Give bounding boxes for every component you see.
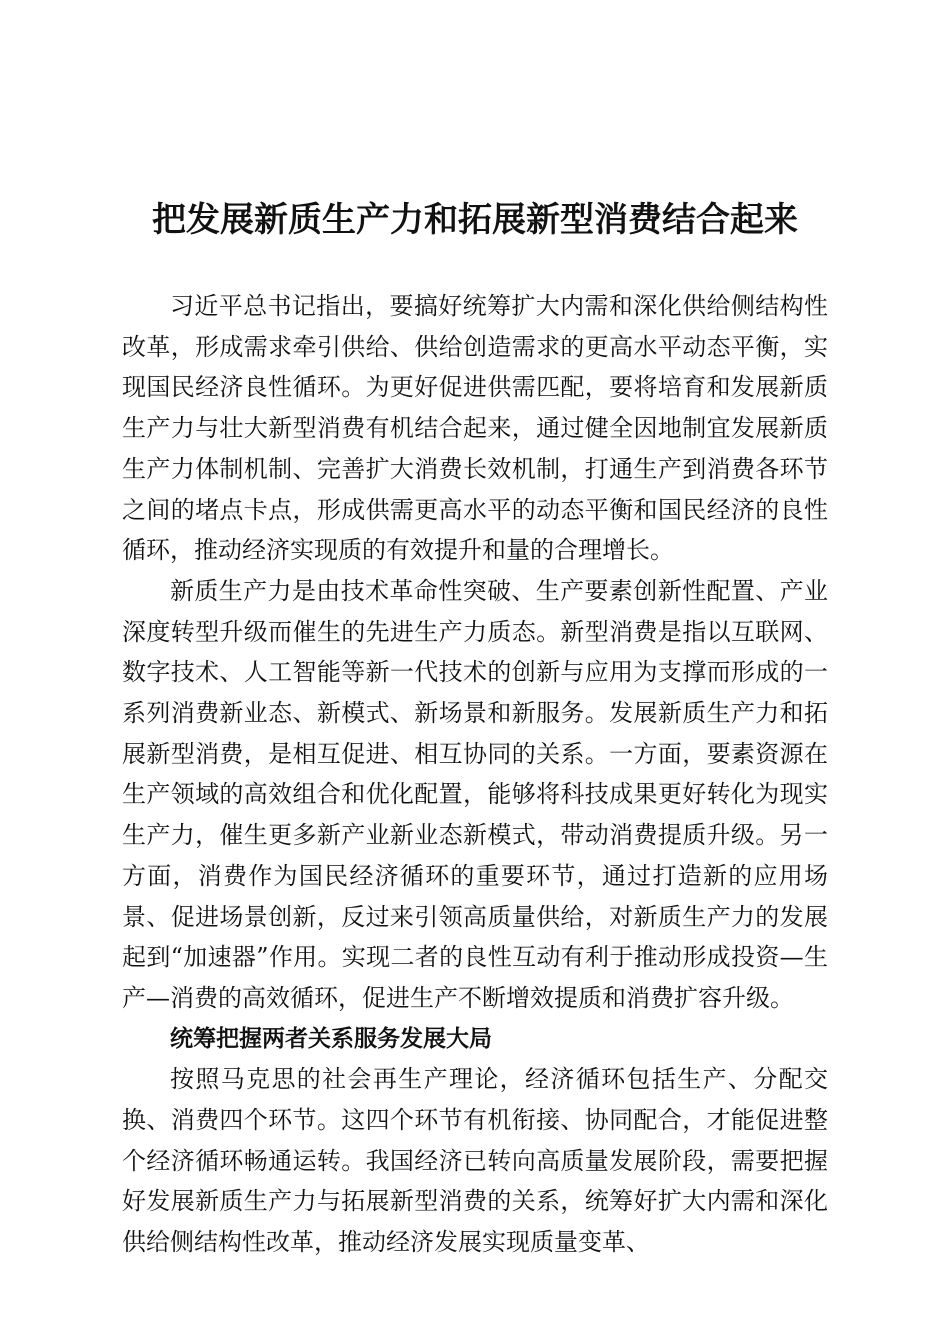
paragraph-2: 新质生产力是由技术革命性突破、生产要素创新性配置、产业深度转型升级而催生的先进生产力质态。新型消费是指以互联网、数字技术、人工智能等新一代技术的创新与应用为支撑而形成的一系列消费新业态、新模式、新场景和新服务。发展新质生产力和拓展新型消费，是相互促进、相互协同的关系。一方面，要素资源在生产领域的高效组合和优化配置，能够将科技成果更好转化为现实生产力，催生更多新产业新业态新模式，带动消费提质升级。另一方面，消费作为国民经济循环的重要环节，通过打造新的应用场景、促进场景创新，反过来引领高质量供给，对新质生产力的发展起到“加速器”作用。实现二者的良性互动有利于推动形成投资—生产—消费的高效循环，促进生产不断增效提质和消费扩容升级。: [122, 576, 828, 1012]
paragraph-3: 按照马克思的社会再生产理论，经济循环包括生产、分配交换、消费四个环节。这四个环节有机衔接、协同配合，才能促进整个经济循环畅通运转。我国经济已转向高质量发展阶段，需要把握好发展新质生产力与拓展新型消费的关系，统筹好扩大内需和深化供给侧结构性改革，推动经济发展实现质量变革、: [122, 1065, 828, 1257]
section-subheading: 统筹把握两者关系服务发展大局: [170, 1025, 492, 1052]
paragraph-1: 习近平总书记指出，要搞好统筹扩大内需和深化供给侧结构性改革，形成需求牵引供给、供给创造需求的更高水平动态平衡，实现国民经济良性循环。为更好促进供需匹配，要将培育和发展新质生产力与壮大新型消费有机结合起来，通过健全因地制宜发展新质生产力体制机制、完善扩大消费长效机制，打通生产到消费各环节之间的堵点卡点，形成供需更高水平的动态平衡和国民经济的良性循环，推动经济实现质的有效提升和量的合理增长。: [122, 292, 828, 565]
document-title: 把发展新质生产力和拓展新型消费结合起来: [152, 200, 798, 240]
document-body: [122, 286, 828, 1263]
